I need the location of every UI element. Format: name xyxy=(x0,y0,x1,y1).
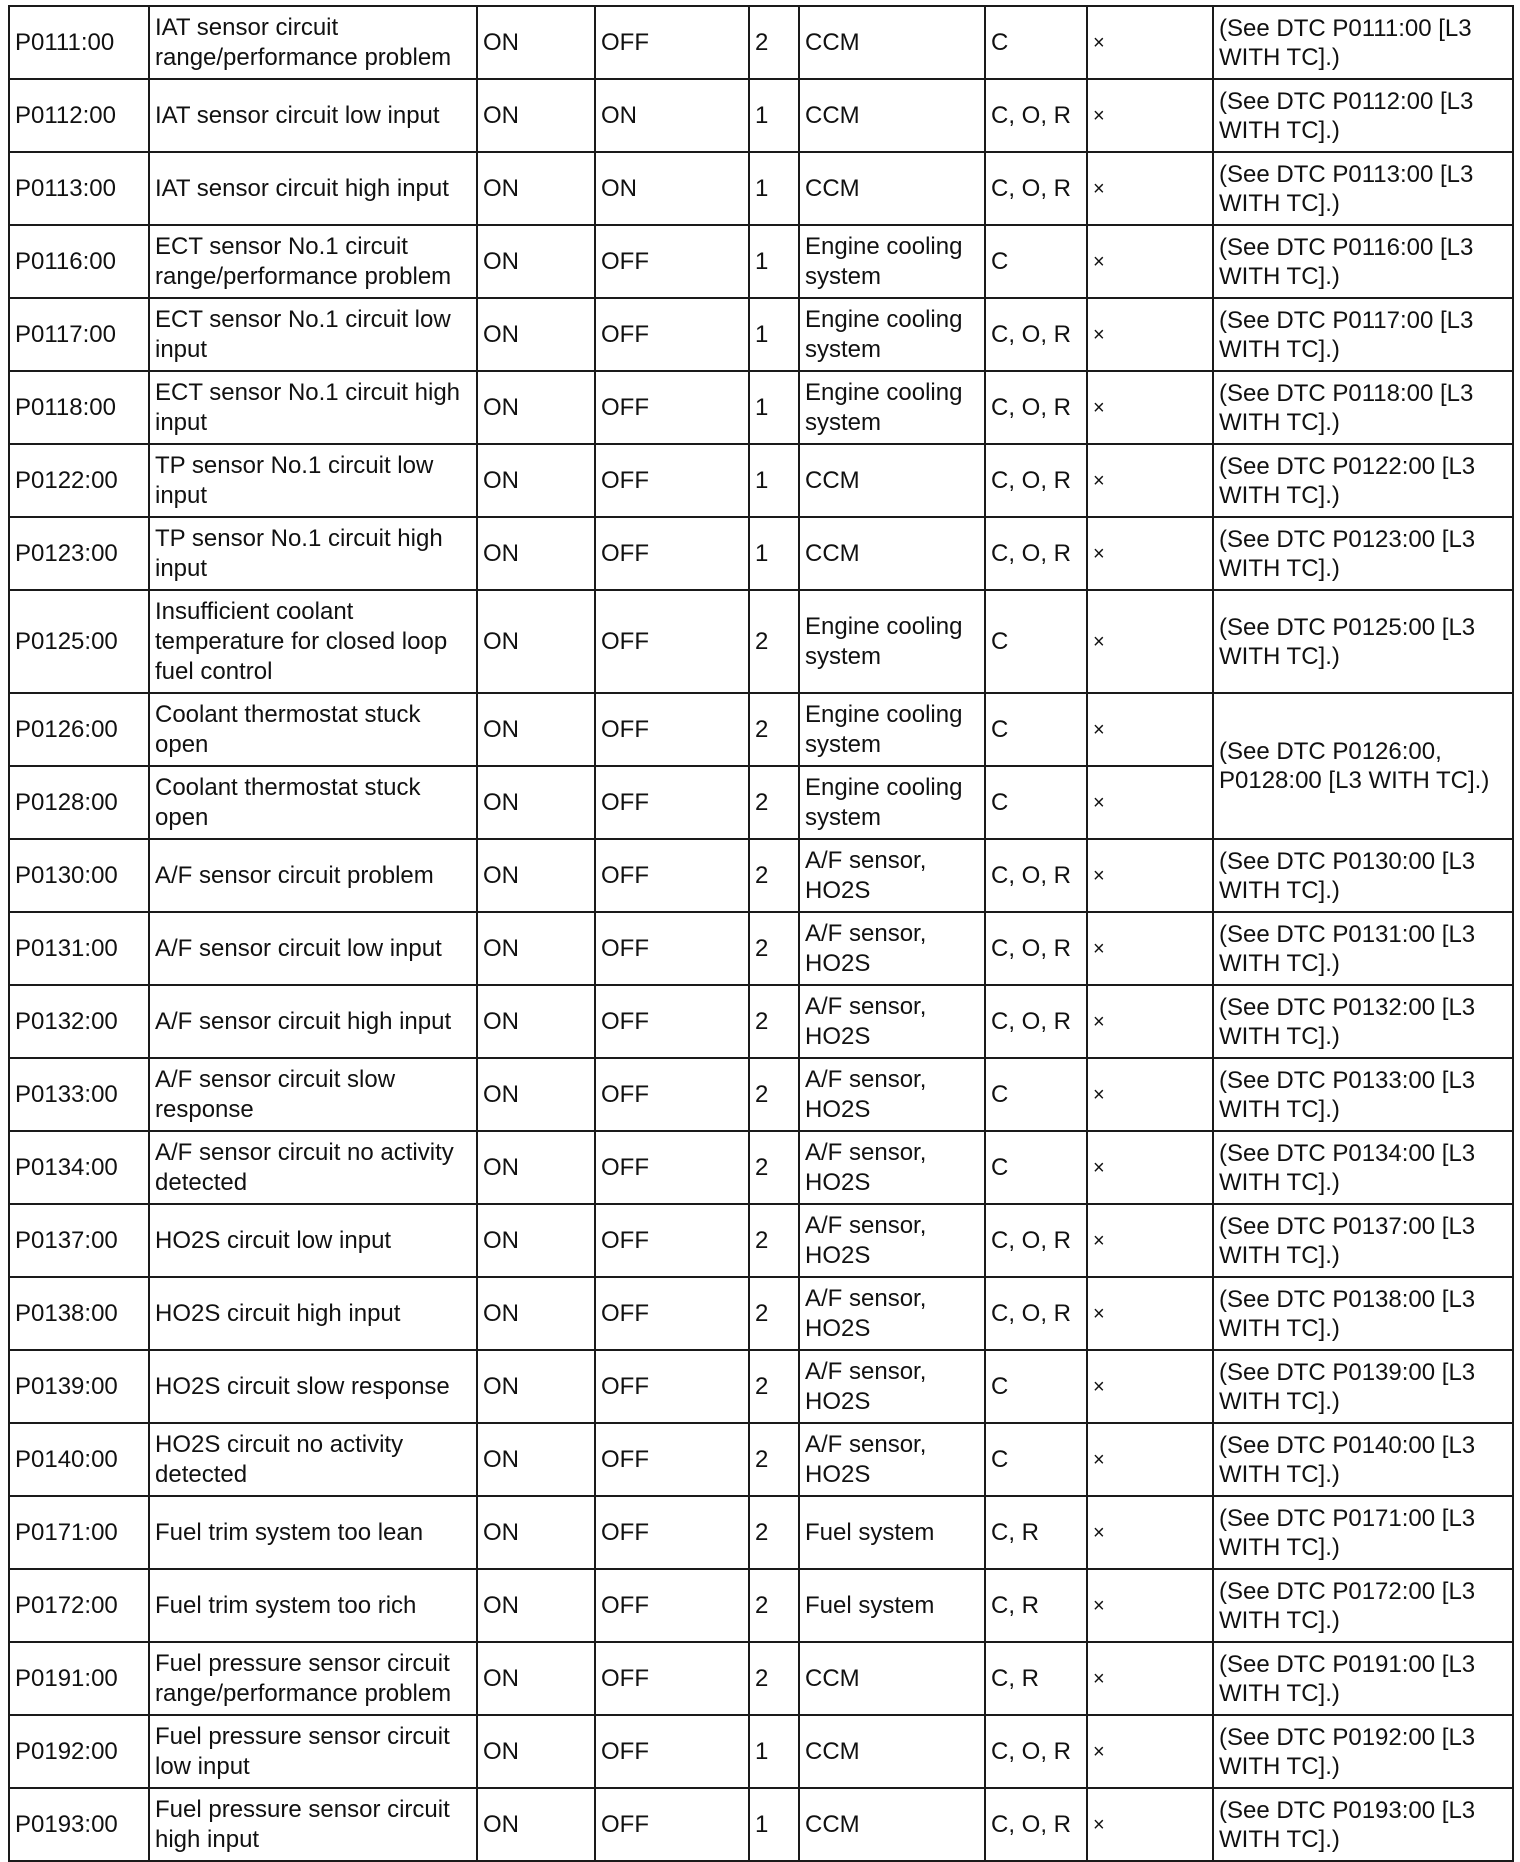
description-cell: TP sensor No.1 circuit low input xyxy=(149,444,477,517)
description-cell: Fuel pressure sensor circuit high input xyxy=(149,1788,477,1861)
table-row xyxy=(9,6,1513,79)
drive-cycle-cell: 2 xyxy=(749,1204,799,1277)
monitor-item-cell: CCM xyxy=(799,1788,985,1861)
table-row xyxy=(9,1350,1513,1423)
dc-cell: OFF xyxy=(595,839,749,912)
memory-function-cell: C, R xyxy=(985,1642,1087,1715)
dtc-code-cell: P0133:00 xyxy=(9,1058,149,1131)
self-test-cell: × xyxy=(1087,517,1213,590)
dtc-code-cell: P0137:00 xyxy=(9,1204,149,1277)
reference-cell: (See DTC P0138:00 [L3 WITH TC].) xyxy=(1213,1277,1513,1350)
reference-cell: (See DTC P0118:00 [L3 WITH TC].) xyxy=(1213,371,1513,444)
drive-cycle-cell: 2 xyxy=(749,1569,799,1642)
mil-cell: ON xyxy=(477,1277,595,1350)
dtc-code-cell: P0112:00 xyxy=(9,79,149,152)
dtc-code-cell: P0193:00 xyxy=(9,1788,149,1861)
reference-cell: (See DTC P0123:00 [L3 WITH TC].) xyxy=(1213,517,1513,590)
self-test-cell: × xyxy=(1087,1569,1213,1642)
drive-cycle-cell: 1 xyxy=(749,1788,799,1861)
self-test-cell: × xyxy=(1087,766,1213,839)
mil-cell: ON xyxy=(477,1131,595,1204)
mil-cell: ON xyxy=(477,517,595,590)
drive-cycle-cell: 1 xyxy=(749,298,799,371)
reference-cell: (See DTC P0137:00 [L3 WITH TC].) xyxy=(1213,1204,1513,1277)
dc-cell: OFF xyxy=(595,371,749,444)
dc-cell: OFF xyxy=(595,985,749,1058)
drive-cycle-cell: 2 xyxy=(749,766,799,839)
table-row xyxy=(9,1642,1513,1715)
table-row xyxy=(9,517,1513,590)
drive-cycle-cell: 2 xyxy=(749,1277,799,1350)
monitor-item-cell: CCM xyxy=(799,444,985,517)
dc-cell: OFF xyxy=(595,1642,749,1715)
memory-function-cell: C, O, R xyxy=(985,985,1087,1058)
table-row xyxy=(9,693,1513,766)
memory-function-cell: C xyxy=(985,225,1087,298)
dc-cell: OFF xyxy=(595,693,749,766)
mil-cell: ON xyxy=(477,912,595,985)
memory-function-cell: C, O, R xyxy=(985,1788,1087,1861)
drive-cycle-cell: 1 xyxy=(749,517,799,590)
drive-cycle-cell: 1 xyxy=(749,79,799,152)
drive-cycle-cell: 1 xyxy=(749,152,799,225)
monitor-item-cell: A/F sensor, HO2S xyxy=(799,985,985,1058)
description-cell: ECT sensor No.1 circuit low input xyxy=(149,298,477,371)
memory-function-cell: C xyxy=(985,766,1087,839)
drive-cycle-cell: 1 xyxy=(749,1715,799,1788)
dc-cell: OFF xyxy=(595,590,749,693)
self-test-cell: × xyxy=(1087,1423,1213,1496)
reference-cell: (See DTC P0133:00 [L3 WITH TC].) xyxy=(1213,1058,1513,1131)
description-cell: A/F sensor circuit slow response xyxy=(149,1058,477,1131)
mil-cell: ON xyxy=(477,839,595,912)
reference-cell: (See DTC P0134:00 [L3 WITH TC].) xyxy=(1213,1131,1513,1204)
dtc-code-cell: P0118:00 xyxy=(9,371,149,444)
memory-function-cell: C xyxy=(985,1350,1087,1423)
self-test-cell: × xyxy=(1087,1277,1213,1350)
mil-cell: ON xyxy=(477,6,595,79)
drive-cycle-cell: 2 xyxy=(749,1642,799,1715)
drive-cycle-cell: 2 xyxy=(749,912,799,985)
dc-cell: OFF xyxy=(595,1715,749,1788)
description-cell: Fuel pressure sensor circuit low input xyxy=(149,1715,477,1788)
dc-cell: OFF xyxy=(595,1350,749,1423)
memory-function-cell: C xyxy=(985,6,1087,79)
mil-cell: ON xyxy=(477,985,595,1058)
description-cell: A/F sensor circuit problem xyxy=(149,839,477,912)
table-row xyxy=(9,1423,1513,1496)
self-test-cell: × xyxy=(1087,1058,1213,1131)
monitor-item-cell: A/F sensor, HO2S xyxy=(799,1131,985,1204)
self-test-cell: × xyxy=(1087,298,1213,371)
description-cell: ECT sensor No.1 circuit high input xyxy=(149,371,477,444)
monitor-item-cell: Engine cooling system xyxy=(799,225,985,298)
reference-cell: (See DTC P0171:00 [L3 WITH TC].) xyxy=(1213,1496,1513,1569)
table-row xyxy=(9,225,1513,298)
dtc-code-cell: P0111:00 xyxy=(9,6,149,79)
dtc-code-cell: P0117:00 xyxy=(9,298,149,371)
dtc-code-cell: P0171:00 xyxy=(9,1496,149,1569)
mil-cell: ON xyxy=(477,1423,595,1496)
description-cell: A/F sensor circuit low input xyxy=(149,912,477,985)
self-test-cell: × xyxy=(1087,985,1213,1058)
drive-cycle-cell: 2 xyxy=(749,1058,799,1131)
memory-function-cell: C, R xyxy=(985,1569,1087,1642)
memory-function-cell: C, R xyxy=(985,1496,1087,1569)
drive-cycle-cell: 2 xyxy=(749,839,799,912)
drive-cycle-cell: 2 xyxy=(749,1131,799,1204)
description-cell: Coolant thermostat stuck open xyxy=(149,766,477,839)
self-test-cell: × xyxy=(1087,152,1213,225)
self-test-cell: × xyxy=(1087,225,1213,298)
reference-cell: (See DTC P0116:00 [L3 WITH TC].) xyxy=(1213,225,1513,298)
monitor-item-cell: CCM xyxy=(799,517,985,590)
memory-function-cell: C, O, R xyxy=(985,1277,1087,1350)
mil-cell: ON xyxy=(477,1058,595,1131)
monitor-item-cell: Engine cooling system xyxy=(799,298,985,371)
dc-cell: OFF xyxy=(595,1131,749,1204)
table-row xyxy=(9,79,1513,152)
description-cell: Fuel trim system too rich xyxy=(149,1569,477,1642)
drive-cycle-cell: 2 xyxy=(749,1423,799,1496)
mil-cell: ON xyxy=(477,590,595,693)
memory-function-cell: C xyxy=(985,1058,1087,1131)
description-cell: A/F sensor circuit high input xyxy=(149,985,477,1058)
table-row xyxy=(9,912,1513,985)
monitor-item-cell: Engine cooling system xyxy=(799,766,985,839)
description-cell: Fuel pressure sensor circuit range/performance problem xyxy=(149,1642,477,1715)
dtc-code-cell: P0130:00 xyxy=(9,839,149,912)
table-row xyxy=(9,1204,1513,1277)
self-test-cell: × xyxy=(1087,1350,1213,1423)
description-cell: HO2S circuit high input xyxy=(149,1277,477,1350)
description-cell: IAT sensor circuit low input xyxy=(149,79,477,152)
monitor-item-cell: A/F sensor, HO2S xyxy=(799,839,985,912)
monitor-item-cell: A/F sensor, HO2S xyxy=(799,1350,985,1423)
mil-cell: ON xyxy=(477,444,595,517)
reference-cell: (See DTC P0130:00 [L3 WITH TC].) xyxy=(1213,839,1513,912)
dtc-code-cell: P0126:00 xyxy=(9,693,149,766)
description-cell: HO2S circuit slow response xyxy=(149,1350,477,1423)
memory-function-cell: C, O, R xyxy=(985,1715,1087,1788)
dc-cell: OFF xyxy=(595,444,749,517)
drive-cycle-cell: 1 xyxy=(749,444,799,517)
memory-function-cell: C, O, R xyxy=(985,517,1087,590)
self-test-cell: × xyxy=(1087,693,1213,766)
description-cell: TP sensor No.1 circuit high input xyxy=(149,517,477,590)
monitor-item-cell: Engine cooling system xyxy=(799,693,985,766)
reference-cell: (See DTC P0191:00 [L3 WITH TC].) xyxy=(1213,1642,1513,1715)
mil-cell: ON xyxy=(477,1569,595,1642)
dc-cell: OFF xyxy=(595,1058,749,1131)
self-test-cell: × xyxy=(1087,444,1213,517)
table-row xyxy=(9,1131,1513,1204)
dtc-code-cell: P0139:00 xyxy=(9,1350,149,1423)
memory-function-cell: C, O, R xyxy=(985,1204,1087,1277)
dc-cell: OFF xyxy=(595,225,749,298)
dtc-code-cell: P0116:00 xyxy=(9,225,149,298)
table-row xyxy=(9,590,1513,693)
monitor-item-cell: CCM xyxy=(799,79,985,152)
drive-cycle-cell: 1 xyxy=(749,225,799,298)
table-row xyxy=(9,298,1513,371)
dc-cell: OFF xyxy=(595,1788,749,1861)
memory-function-cell: C xyxy=(985,590,1087,693)
dtc-code-cell: P0191:00 xyxy=(9,1642,149,1715)
self-test-cell: × xyxy=(1087,6,1213,79)
dc-cell: ON xyxy=(595,79,749,152)
memory-function-cell: C, O, R xyxy=(985,444,1087,517)
reference-cell: (See DTC P0126:00, P0128:00 [L3 WITH TC].) xyxy=(1213,693,1513,839)
dtc-code-cell: P0131:00 xyxy=(9,912,149,985)
dtc-table xyxy=(8,5,1514,1862)
memory-function-cell: C xyxy=(985,693,1087,766)
mil-cell: ON xyxy=(477,693,595,766)
reference-cell: (See DTC P0111:00 [L3 WITH TC].) xyxy=(1213,6,1513,79)
description-cell: Insufficient coolant temperature for closed loop fuel control xyxy=(149,590,477,693)
self-test-cell: × xyxy=(1087,371,1213,444)
dtc-code-cell: P0122:00 xyxy=(9,444,149,517)
monitor-item-cell: A/F sensor, HO2S xyxy=(799,1058,985,1131)
monitor-item-cell: CCM xyxy=(799,6,985,79)
mil-cell: ON xyxy=(477,766,595,839)
reference-cell: (See DTC P0193:00 [L3 WITH TC].) xyxy=(1213,1788,1513,1861)
memory-function-cell: C, O, R xyxy=(985,912,1087,985)
monitor-item-cell: A/F sensor, HO2S xyxy=(799,1423,985,1496)
drive-cycle-cell: 2 xyxy=(749,1350,799,1423)
self-test-cell: × xyxy=(1087,839,1213,912)
table-row xyxy=(9,985,1513,1058)
monitor-item-cell: A/F sensor, HO2S xyxy=(799,1277,985,1350)
monitor-item-cell: Engine cooling system xyxy=(799,371,985,444)
description-cell: IAT sensor circuit range/performance problem xyxy=(149,6,477,79)
table-row xyxy=(9,371,1513,444)
mil-cell: ON xyxy=(477,1204,595,1277)
mil-cell: ON xyxy=(477,1496,595,1569)
self-test-cell: × xyxy=(1087,590,1213,693)
drive-cycle-cell: 2 xyxy=(749,985,799,1058)
dtc-code-cell: P0134:00 xyxy=(9,1131,149,1204)
monitor-item-cell: A/F sensor, HO2S xyxy=(799,1204,985,1277)
monitor-item-cell: CCM xyxy=(799,1642,985,1715)
monitor-item-cell: CCM xyxy=(799,152,985,225)
dtc-code-cell: P0128:00 xyxy=(9,766,149,839)
memory-function-cell: C xyxy=(985,1131,1087,1204)
dtc-code-cell: P0113:00 xyxy=(9,152,149,225)
self-test-cell: × xyxy=(1087,1131,1213,1204)
dc-cell: OFF xyxy=(595,912,749,985)
reference-cell: (See DTC P0125:00 [L3 WITH TC].) xyxy=(1213,590,1513,693)
memory-function-cell: C, O, R xyxy=(985,298,1087,371)
self-test-cell: × xyxy=(1087,1788,1213,1861)
dc-cell: OFF xyxy=(595,1277,749,1350)
drive-cycle-cell: 2 xyxy=(749,6,799,79)
table-row xyxy=(9,1715,1513,1788)
table-row xyxy=(9,1277,1513,1350)
self-test-cell: × xyxy=(1087,1642,1213,1715)
table-row xyxy=(9,1788,1513,1861)
description-cell: HO2S circuit no activity detected xyxy=(149,1423,477,1496)
reference-cell: (See DTC P0140:00 [L3 WITH TC].) xyxy=(1213,1423,1513,1496)
self-test-cell: × xyxy=(1087,1496,1213,1569)
mil-cell: ON xyxy=(477,298,595,371)
description-cell: IAT sensor circuit high input xyxy=(149,152,477,225)
reference-cell: (See DTC P0131:00 [L3 WITH TC].) xyxy=(1213,912,1513,985)
memory-function-cell: C, O, R xyxy=(985,79,1087,152)
dc-cell: OFF xyxy=(595,766,749,839)
monitor-item-cell: Engine cooling system xyxy=(799,590,985,693)
memory-function-cell: C, O, R xyxy=(985,839,1087,912)
monitor-item-cell: Fuel system xyxy=(799,1569,985,1642)
dtc-code-cell: P0172:00 xyxy=(9,1569,149,1642)
dc-cell: OFF xyxy=(595,1204,749,1277)
dtc-code-cell: P0125:00 xyxy=(9,590,149,693)
monitor-item-cell: Fuel system xyxy=(799,1496,985,1569)
reference-cell: (See DTC P0122:00 [L3 WITH TC].) xyxy=(1213,444,1513,517)
dtc-code-cell: P0132:00 xyxy=(9,985,149,1058)
reference-cell: (See DTC P0117:00 [L3 WITH TC].) xyxy=(1213,298,1513,371)
mil-cell: ON xyxy=(477,1642,595,1715)
mil-cell: ON xyxy=(477,1788,595,1861)
description-cell: Fuel trim system too lean xyxy=(149,1496,477,1569)
mil-cell: ON xyxy=(477,79,595,152)
dtc-code-cell: P0138:00 xyxy=(9,1277,149,1350)
dc-cell: OFF xyxy=(595,1496,749,1569)
mil-cell: ON xyxy=(477,152,595,225)
reference-cell: (See DTC P0192:00 [L3 WITH TC].) xyxy=(1213,1715,1513,1788)
dc-cell: OFF xyxy=(595,517,749,590)
table-row xyxy=(9,1569,1513,1642)
reference-cell: (See DTC P0132:00 [L3 WITH TC].) xyxy=(1213,985,1513,1058)
table-row xyxy=(9,1496,1513,1569)
mil-cell: ON xyxy=(477,1350,595,1423)
drive-cycle-cell: 2 xyxy=(749,693,799,766)
description-cell: ECT sensor No.1 circuit range/performance problem xyxy=(149,225,477,298)
reference-cell: (See DTC P0172:00 [L3 WITH TC].) xyxy=(1213,1569,1513,1642)
mil-cell: ON xyxy=(477,1715,595,1788)
description-cell: Coolant thermostat stuck open xyxy=(149,693,477,766)
mil-cell: ON xyxy=(477,371,595,444)
drive-cycle-cell: 1 xyxy=(749,371,799,444)
monitor-item-cell: CCM xyxy=(799,1715,985,1788)
drive-cycle-cell: 2 xyxy=(749,590,799,693)
table-row xyxy=(9,444,1513,517)
memory-function-cell: C xyxy=(985,1423,1087,1496)
dc-cell: ON xyxy=(595,152,749,225)
reference-cell: (See DTC P0139:00 [L3 WITH TC].) xyxy=(1213,1350,1513,1423)
table-row xyxy=(9,152,1513,225)
description-cell: A/F sensor circuit no activity detected xyxy=(149,1131,477,1204)
dtc-code-cell: P0123:00 xyxy=(9,517,149,590)
description-cell: HO2S circuit low input xyxy=(149,1204,477,1277)
dc-cell: OFF xyxy=(595,1569,749,1642)
dtc-table-container xyxy=(8,5,1512,1853)
dc-cell: OFF xyxy=(595,1423,749,1496)
mil-cell: ON xyxy=(477,225,595,298)
drive-cycle-cell: 2 xyxy=(749,1496,799,1569)
self-test-cell: × xyxy=(1087,912,1213,985)
reference-cell: (See DTC P0112:00 [L3 WITH TC].) xyxy=(1213,79,1513,152)
dtc-code-cell: P0140:00 xyxy=(9,1423,149,1496)
self-test-cell: × xyxy=(1087,1204,1213,1277)
self-test-cell: × xyxy=(1087,1715,1213,1788)
dc-cell: OFF xyxy=(595,298,749,371)
dtc-code-cell: P0192:00 xyxy=(9,1715,149,1788)
monitor-item-cell: A/F sensor, HO2S xyxy=(799,912,985,985)
self-test-cell: × xyxy=(1087,79,1213,152)
reference-cell: (See DTC P0113:00 [L3 WITH TC].) xyxy=(1213,152,1513,225)
memory-function-cell: C, O, R xyxy=(985,152,1087,225)
table-row xyxy=(9,1058,1513,1131)
dc-cell: OFF xyxy=(595,6,749,79)
table-row xyxy=(9,839,1513,912)
memory-function-cell: C, O, R xyxy=(985,371,1087,444)
